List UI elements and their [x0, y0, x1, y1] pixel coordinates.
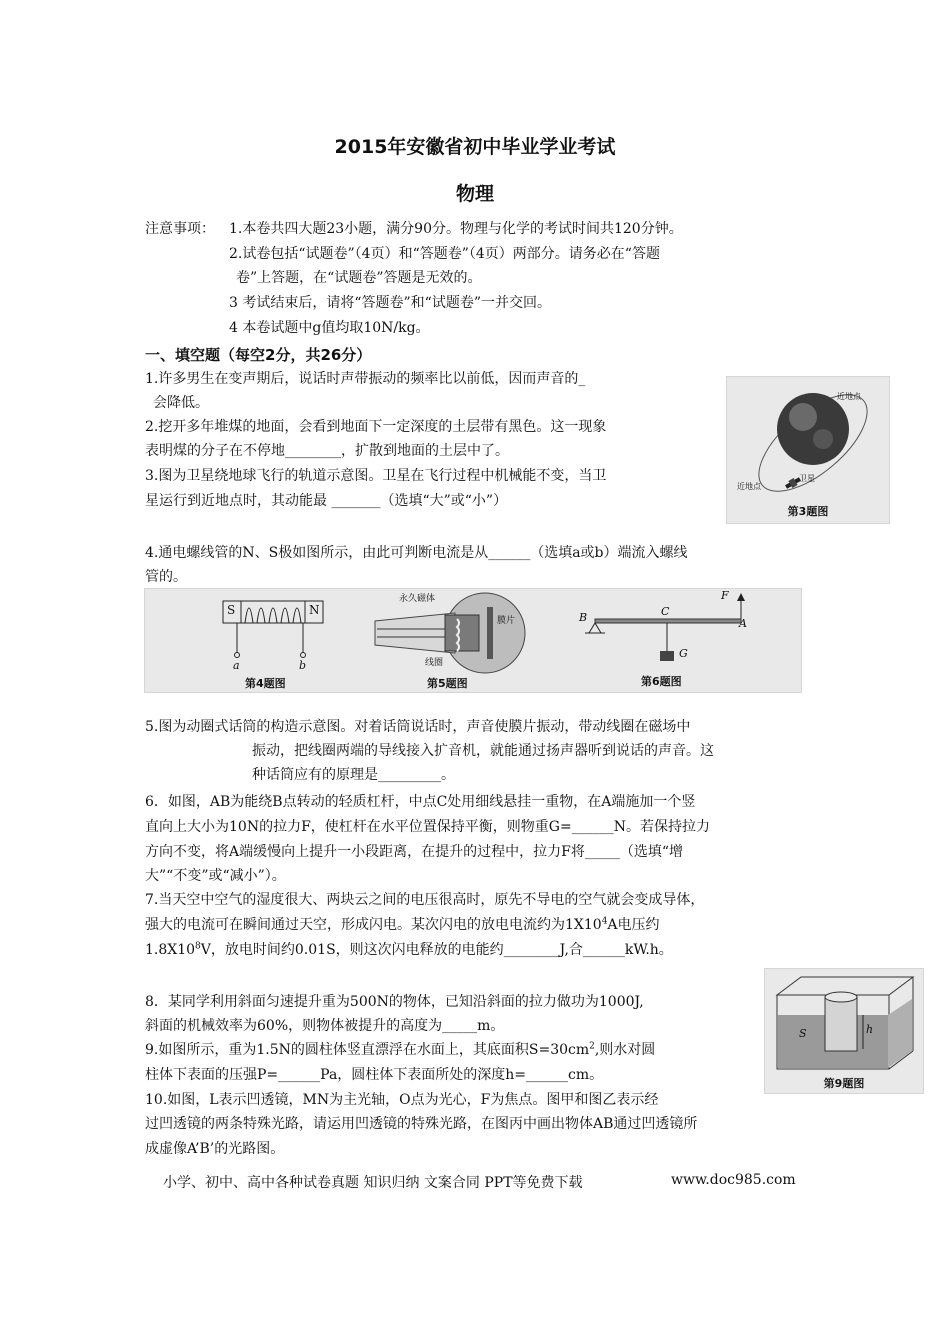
exam-title: 2015年安徽省初中毕业学业考试 — [334, 136, 616, 158]
figure-9 — [764, 968, 924, 1094]
figure-3 — [726, 376, 890, 524]
q7-voltage-exponent: 8 — [195, 941, 201, 952]
fig4-a-label: a — [233, 659, 240, 672]
q7-line3 — [145, 939, 673, 962]
q9-line1-b: ,则水对圆 — [594, 1042, 656, 1058]
earth-orbit-diagram — [727, 377, 889, 523]
q7-current-exponent: 4 — [601, 916, 608, 927]
fig6-b-label: B — [579, 611, 588, 624]
fig4-n-label: N — [309, 603, 320, 617]
figures-4-5-6 — [144, 588, 802, 693]
fig6-c-label: C — [661, 605, 670, 618]
fig3-perigee-label-top: 近地点 — [837, 392, 861, 401]
q8-line2: 斜面的机械效率为60%，则物体被提升的高度为_____m。 — [145, 1018, 505, 1034]
q2-line1: 2.挖开多年堆煤的地面，会看到地面下一定深度的土层带有黑色。这一现象 — [145, 419, 607, 435]
q10-line1: 10.如图，L表示凹透镜，MN为主光轴，O点为光心，F为焦点。图甲和图乙表示经 — [145, 1092, 659, 1108]
q3-line1: 3.图为卫星绕地球飞行的轨道示意图。卫星在飞行过程中机械能不变，当卫 — [145, 468, 607, 484]
fig6-f-label: F — [721, 589, 729, 602]
note-item-2: 2.试卷包括“试题卷”（4页）和“答题卷”（4页）两部分。请务必在“答题 — [229, 246, 660, 262]
q5-line3: 种话筒应有的原理是_________。 — [252, 767, 455, 783]
q6-line1: 6．如图，AB为能绕B点转动的轻质杠杆，中点C处用细线悬挂一重物，在A端施加一个竖 — [145, 794, 696, 810]
footer-url[interactable]: www.doc985.com — [671, 1172, 796, 1188]
figure-strip-drawing — [145, 589, 801, 692]
q7-line2 — [145, 914, 660, 937]
q8-line1: 8．某同学利用斜面匀速提升重为500N的物体，已知沿斜面的拉力做功为1000J, — [145, 994, 644, 1010]
q9-area-exponent: 2 — [589, 1041, 595, 1052]
q9-line1-a: 9.如图所示，重为1.5N的圆柱体竖直漂浮在水面上，其底面积S=30cm — [145, 1042, 590, 1058]
q7-line3-b: V，放电时间约0.01S，则这次闪电释放的电能约________J,合______kW.h。 — [200, 942, 673, 958]
q10-line3: 成虚像A’B’的光路图。 — [145, 1141, 285, 1157]
q6-line3: 方向不变，将A端缓慢向上提升一小段距离，在提升的过程中，拉力F将_____（选填“增 — [145, 844, 683, 860]
fig9-caption: 第9题图 — [823, 1077, 865, 1090]
fig6-caption: 第6题图 — [641, 675, 682, 688]
q10-line2: 过凹透镜的两条特殊光路，请运用凹透镜的特殊光路，在图丙中画出物体AB通过凹透镜所 — [145, 1116, 698, 1132]
notes-label: 注意事项： — [145, 221, 215, 237]
fig9-h-label: h — [866, 1023, 874, 1036]
q7-line1: 7.当天空中空气的湿度很大、两块云之间的电压很高时，原先不导电的空气就会变成导体， — [145, 892, 705, 908]
note-item-4: 4 本卷试题中g值均取10N/kg。 — [229, 320, 430, 336]
fig5-coil-label: 线圈 — [425, 658, 444, 668]
fig5-membrane-label: 膜片 — [497, 616, 516, 626]
q4-line1: 4.通电螺线管的N、S极如图所示，由此可判断电流是从______（选填a或b）端流入螺线 — [145, 545, 688, 561]
q6-line4: 大”“不变”或“减小”）。 — [145, 868, 286, 884]
q5-line2: 振动，把线圈两端的导线接入扩音机，就能通过扬声器听到说话的声音。这 — [252, 743, 714, 759]
fig4-caption: 第4题图 — [245, 677, 286, 690]
fig5-caption: 第5题图 — [427, 677, 468, 690]
q1-line1: 1.许多男生在变声期后，说话时声带振动的频率比以前低，因而声音的_ — [145, 371, 586, 387]
q4-line2: 管的。 — [145, 569, 187, 585]
q7-line2-text: 强大的电流可在瞬间通过天空，形成闪电。某次闪电的放电电流约为1X10 — [145, 917, 602, 933]
q9-line1 — [145, 1039, 655, 1062]
note-item-2-cont: 卷”上答题，在“试题卷”答题是无效的。 — [236, 270, 482, 286]
q3-line2: 星运行到近地点时，其动能最 _______（选填“大”或“小”） — [145, 493, 508, 509]
fig4-b-label: b — [299, 659, 307, 672]
q9-line2: 柱体下表面的压强P=______Pa，圆柱体下表面所处的深度h=______cm。 — [145, 1067, 604, 1083]
q6-line2: 直向上大小为10N的拉力F，使杠杆在水平位置保持平衡，则物重G=______N。若保持拉力 — [145, 819, 710, 835]
q5-line1: 5.图为动圈式话筒的构造示意图。对着话筒说话时，声音使膜片振动，带动线圈在磁场中 — [145, 719, 691, 735]
fig3-perigee-label-bottom: 近地点 — [737, 482, 761, 491]
fig4-s-label: S — [227, 603, 236, 617]
fig3-satellite-label: 卫星 — [799, 474, 815, 483]
fig3-caption: 第3题图 — [787, 505, 829, 518]
note-item-1: 1.本卷共四大题23小题，满分90分。物理与化学的考试时间共120分钟。 — [229, 221, 683, 237]
note-item-3: 3 考试结束后，请将“答题卷”和“试题卷”一并交回。 — [229, 295, 551, 311]
fig5-magnet-label: 永久磁体 — [399, 594, 436, 604]
subject-title: 物理 — [455, 183, 494, 205]
footer-text: 小学、初中、高中各种试卷真题 知识归纳 文案合同 PPT等免费下载 — [163, 1175, 583, 1191]
q2-line2: 表明煤的分子在不停地________，扩散到地面的土层中了。 — [145, 443, 509, 459]
q1-line2: 会降低。 — [153, 395, 209, 411]
q7-line3-a: 1.8X10 — [145, 942, 196, 958]
q7-line2-end: A电压约 — [607, 917, 660, 933]
fig6-a-label: A — [739, 617, 747, 630]
fig6-g-label: G — [679, 647, 688, 660]
section-heading: 一、填空题（每空2分，共26分） — [145, 346, 372, 364]
fig9-s-label: S — [799, 1027, 807, 1040]
